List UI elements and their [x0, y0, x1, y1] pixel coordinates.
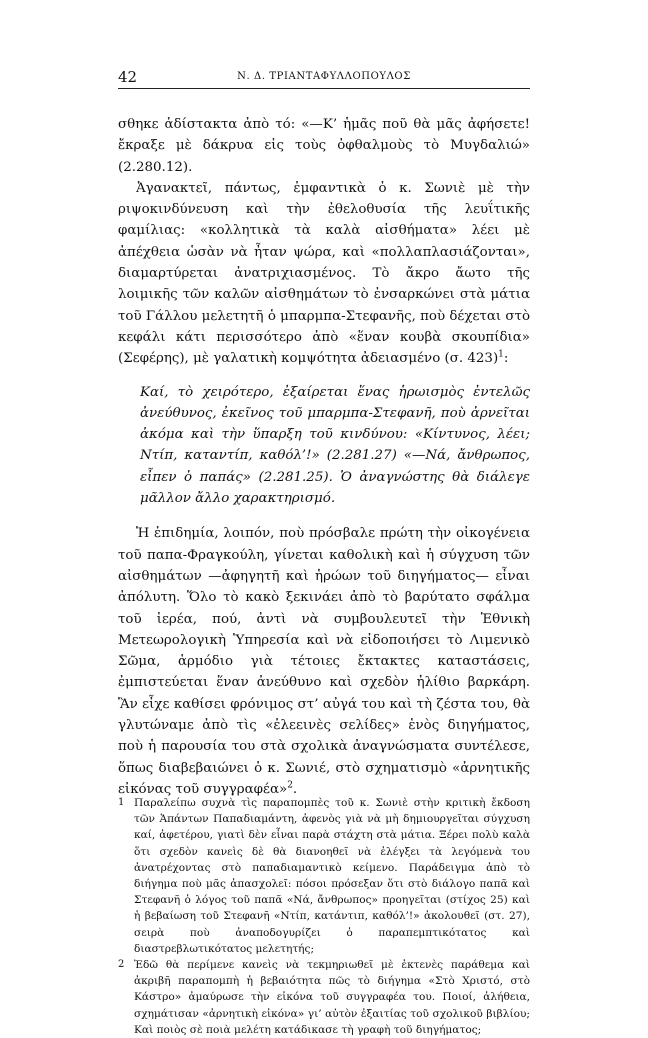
page-header	[118, 68, 530, 89]
paragraph-1: σθηκε ἀδίστακτα ἀπὸ τό: «—Κ’ ἡμᾶς ποῦ θὰ μᾶς ἀφήσετε! ἔκραξε μὲ δάκρυα εἰς τοὺς ὀφθαλμοὺς τὸ Μυγδαλιώ» (2.280.12).	[118, 117, 530, 175]
footnote-1-mark: 1	[118, 797, 125, 808]
footnote-1	[118, 795, 530, 957]
block-quote: Καί, τὸ χειρότερο, ἐξαίρεται ἕνας ἡρωισμὸς ἐντελῶς ἀνεύθυνος, ἐκεῖνος τοῦ μπαρμπα-Στεφανῆ, ποὺ ἀρνεῖται ἀκόμα καὶ τὴν ὕπαρξη τοῦ κινδύνου: «Κίντυνος, λέει; Ντίπ, καταντίπ, καθόλ’!» (2.281.27) «—Νά, ἄνθρωπος, εἶπεν ὁ παπάς» (2.281.25). Ὁ ἀναγνώστης θὰ διάλεγε μᾶλλον ἄλλο χαρακτηρισμό.	[140, 384, 530, 507]
footnote-ref-2: 2	[287, 780, 293, 791]
footnote-ref-1: 1	[498, 349, 504, 360]
paragraph-2	[118, 178, 530, 370]
page-number: 42	[118, 68, 138, 86]
paragraph-3	[118, 523, 530, 800]
footnote-1-text: Παραλείπω συχνὰ τὶς παραπομπὲς τοῦ κ. Σωνιὲ στὴν κριτικὴ ἔκδοση τῶν Ἁπάντων Παπαδιαμάντη, ἀφενὸς γιὰ νὰ μὴ δημιουργεῖται σύγχυση καί, ἀφετέρου, γιατὶ δὲν εἶναι παρὰ στάχτη στὰ μάτια. Ξέρει πολὺ καλὰ ὅτι σχεδὸν κανεὶς δὲ θὰ διανοηθεῖ νὰ ἐλέγξει τὰ λεγόμενὰ του ἀνατρέχοντας στὸ παπαδιαμαντικὸ κείμενο. Παράδειγμα ἀπὸ τὸ διήγημα ποὺ μᾶς ἀπασχολεῖ: πόσοι πρόσεξαν ὅτι στὸ διάλογο παπᾶ καὶ Στεφανῆ ὁ λόγος τοῦ παπᾶ «Νά, ἄνθρωπος» προηγεῖται (στίχος 25) καὶ ἡ βεβαίωση τοῦ Στεφανῆ «Ντίπ, κατάντιπ, καθόλ’!» ἀκολουθεῖ (στ. 27), σειρὰ ποὺ ἀναποδογυρίζει ὁ παραπεμπτικότατος καὶ διαστρεβλωτικότατος μελετητής;	[134, 797, 530, 955]
paragraph-3-end: .	[292, 781, 298, 797]
footnote-2-text: Ἐδῶ θὰ περίμενε κανεὶς νὰ τεκμηριωθεῖ μὲ ἐκτενὲς παράθεμα καὶ ἀκριβῆ παραπομπὴ ἡ βεβαιότητα πῶς τὸ διήγημα «Στὸ Χριστό, στὸ Κάστρο» ἀμαύρωσε τὴν εἰκόνα τοῦ συγγραφέα του. Ποιοί, ἀλήθεια, σχημάτισαν «ἀρνητικὴ εἰκόνα» γι’ αὐτὸν ἐξαιτίας τοῦ σχολικοῦ βιβλίου; Καὶ ποιὸς σὲ ποιὰ μελέτη κατάδικασε τὴ γραφὴ τοῦ διηγήματος;	[134, 959, 530, 1036]
footnote-2	[118, 957, 530, 1038]
footnotes	[118, 795, 530, 1038]
main-text	[118, 114, 530, 800]
running-head: Ν. Δ. ΤΡΙΑΝΤΑΦΥΛΛΟΠΟΥΛΟΣ	[237, 71, 411, 82]
paragraph-2-text: Ἀγανακτεῖ, πάντως, ἐμφαντικὰ ὁ κ. Σωνιὲ μὲ τὴν ριψοκινδύνευση καὶ τὴν ἐθελοθυσία τῆς λευΐτικῆς φαμίλιας: «κολλητικὰ τὰ καλὰ αἰσθήματα» λέει μὲ ἀπέχθεια ὡσὰν νὰ ἦταν ψώρα, καὶ «πολλαπλασιάζονται», διαμαρτύρεται ἀνατριχιασμένος. Τὸ ἄκρο ἄωτο τῆς λοιμικῆς τῶν καλῶν αἰσθημάτων τὸ ἐνσαρκώνει στὰ μάτια τοῦ Γάλλου μελετητῆ ὁ μπαρμπα-Στεφανῆς, ποὺ δέχεται στὸ κεφάλι κάτι περισσότερο ἀπὸ «ἕναν κουβὰ σκουπίδια» (Σεφέρης), μὲ γαλατικὴ κομψότητα ἀδειασμένο (σ. 423)	[118, 180, 530, 367]
paragraph-3-text: Ἡ ἐπιδημία, λοιπόν, ποὺ πρόσβαλε πρώτη τὴν οἰκογένεια τοῦ παπα-Φραγκούλη, γίνεται καθολικὴ καὶ ἡ σύγχυση τῶν αἰσθημάτων —ἀφηγητῆ καὶ ἡρώων τοῦ διηγήματος— εἶναι ἀπόλυτη. Ὅλο τὸ κακὸ ξεκινάει ἀπὸ τὸ βαρύτατο σφάλμα τοῦ ἱερέα, πού, ἀντὶ νὰ συμβουλευτεῖ τὴν Ἐθνικὴ Μετεωρολογικὴ Ὑπηρεσία καὶ νὰ εἰδοποιήσει τὸ Λιμενικὸ Σῶμα, ἁρμόδιο γιὰ τέτοιες ἔκτακτες καταστάσεις, ἐμπιστεύεται ἕναν ἀνεύθυνο καὶ σχεδὸν ἠλίθιο βαρκάρη. Ἂν εἶχε καθίσει φρόνιμος στ’ αὐγά του καὶ τὴ ζέστα του, θὰ γλυτώναμε ἀπὸ τὶς «ἐλεεινὲς σελίδες» ἑνὸς διηγήματος, ποὺ ἡ παρουσία του στὰ σχολικὰ ἀναγνώσματα συντέλεσε, ὅπως διαβεβαιώνει ὁ κ. Σωνιέ, στὸ σχηματισμὸ «ἀρνητικῆς εἰκόνας τοῦ συγγραφέα»	[118, 526, 530, 797]
footnote-2-mark: 2	[118, 959, 125, 971]
paragraph-2-end: :	[503, 351, 509, 367]
